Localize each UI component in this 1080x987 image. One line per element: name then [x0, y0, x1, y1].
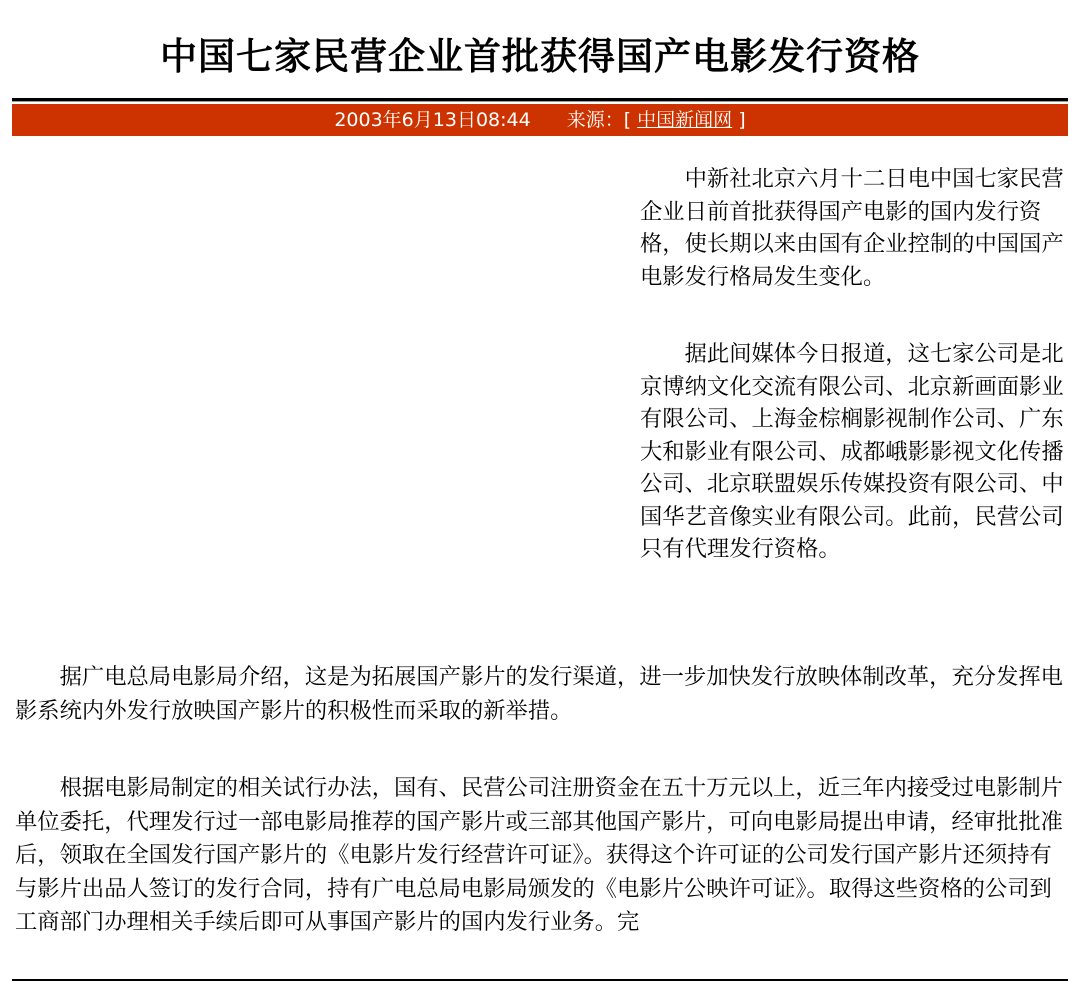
meta-bar: [12, 104, 1068, 136]
paragraph: 据此间媒体今日报道，这七家公司是北京博纳文化交流有限公司、北京新画面影业有限公司、上海金棕榈影视制作公司、广东大和影业有限公司、成都峨影影视文化传播公司、北京联盟娱乐传媒投资有限公司、中国华艺音像实业有限公司。此前，民营公司只有代理发行资格。: [640, 341, 1064, 562]
paragraph: 根据电影局制定的相关试行办法，国有、民营公司注册资金在五十万元以上，近三年内接受过电影制片单位委托，代理发行过一部电影局推荐的国产影片或三部其他国产影片，可向电影局提出申请，经审批批准后，领取在全国发行国产影片的《电影片发行经营许可证》。获得这个许可证的公司发行国产影片还须持有与影片出品人签订的发行合同，持有广电总局电影局颁发的《电影片公映许可证》。取得这些资格的公司到工商部门办理相关手续后即可从事国产影片的国内发行业务。完: [15, 775, 1063, 935]
article-title: 中国七家民营企业首批获得国产电影发行资格: [160, 35, 920, 78]
paragraph: 据广电总局电影局介绍，这是为拓展国产影片的发行渠道，进一步加快发行放映体制改革，充分发挥电影系统内外发行放映国产影片的积极性而采取的新举措。: [15, 664, 1063, 724]
header-divider: [12, 98, 1068, 102]
article-body: [15, 661, 1069, 984]
source-label: 来源：[: [566, 109, 632, 131]
publish-date: 2003年6月13日08:44: [334, 109, 531, 131]
footer-divider: [12, 979, 1068, 981]
source-link[interactable]: 中国新闻网: [637, 109, 733, 131]
article-body-right-column: [640, 163, 1068, 611]
paragraph: 中新社北京六月十二日电中国七家民营企业日前首批获得国产电影的国内发行资格，使长期以来由国有企业控制的中国国产电影发行格局发生变化。: [640, 166, 1064, 290]
source-close: ]: [738, 109, 746, 131]
